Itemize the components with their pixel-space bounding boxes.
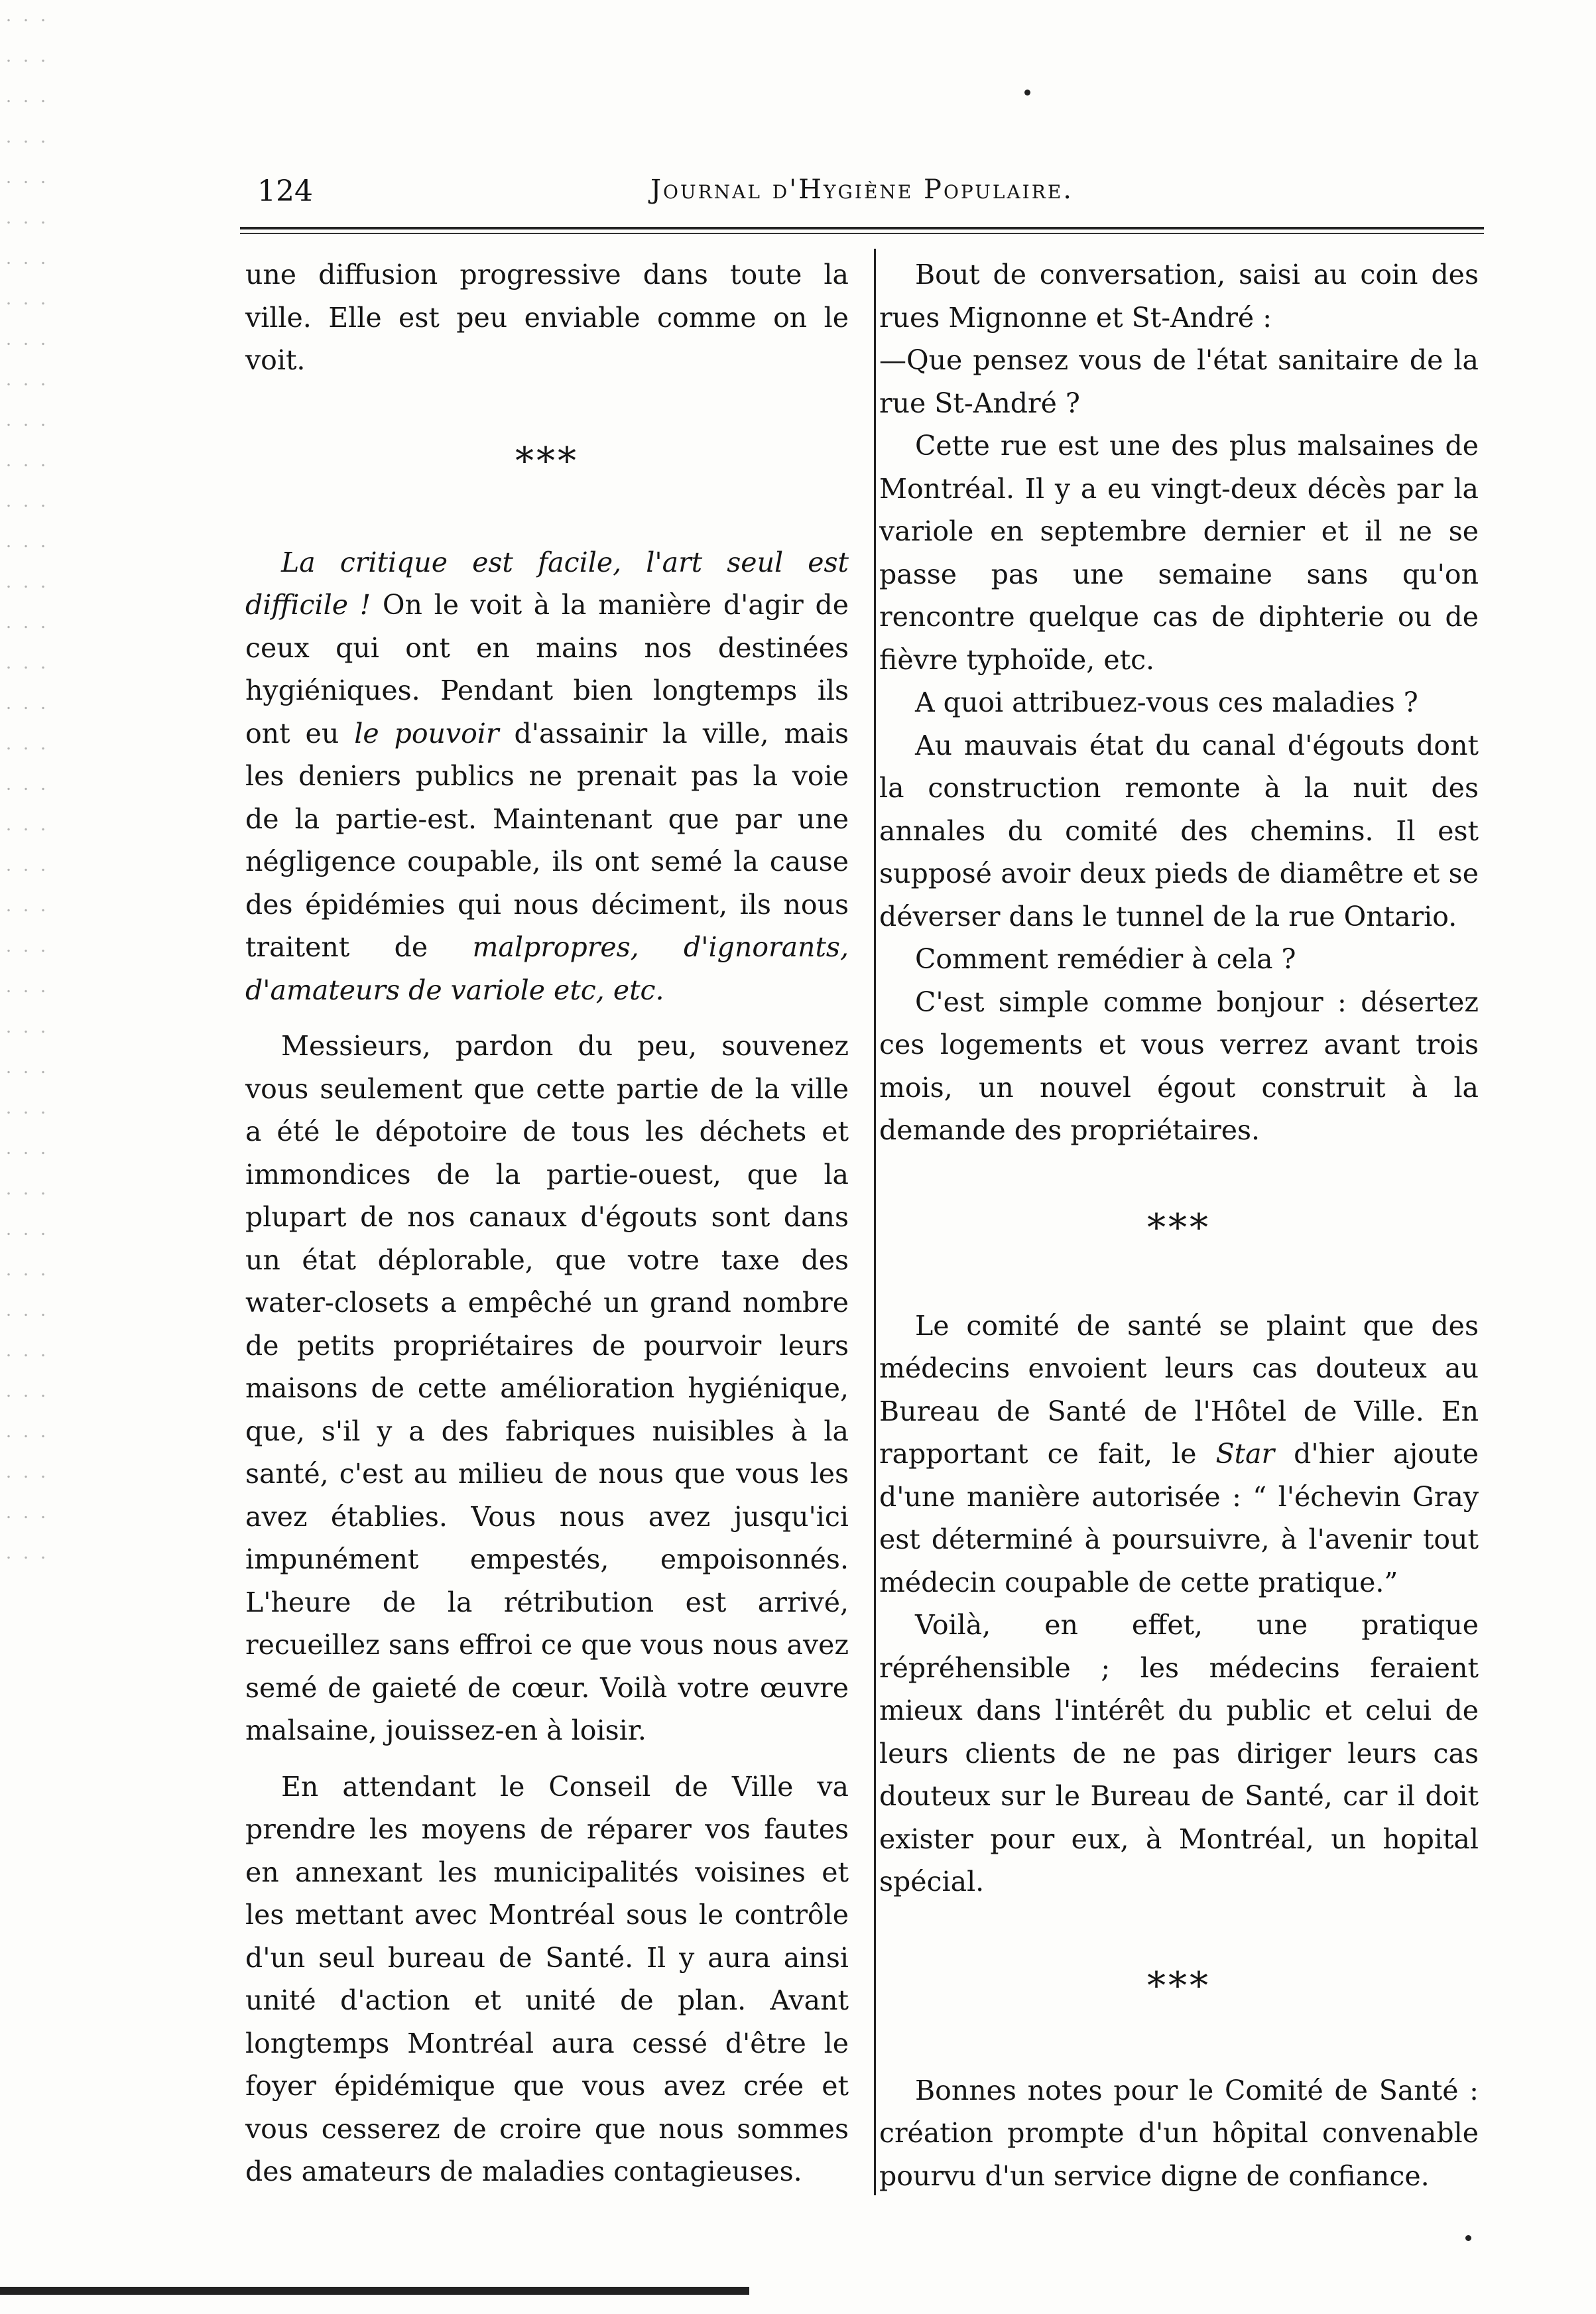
paragraph: En attendant le Conseil de Ville va prendre les moyens de réparer vos fautes en annexant les municipalités voisines et les mettant avec Montréal sous le contrôle d'un seul bureau de Santé. Il y aura ainsi unité d'action et unité de plan. Avant longtemps Montréal aura cessé d'être le foyer épidémique que vous avez crée et vous cesserez de croire que nous sommes des amateurs de maladies contagieuses. xyxy=(245,1770,849,2187)
paragraph: Messieurs, pardon du peu, souvenez vous seulement que cette partie de la ville a été le dépotoire de tous les déchets et immondices de la partie-ouest, que la plupart de nos canaux d'égouts sont dans un état déplorable, que votre taxe des water-closets a empêché un grand nombre de petits propriétaires de pourvoir leurs maisons de cette amélioration hygiénique, que, s'il y a des fabriques nuisibles à la santé, c'est au milieu de nous que vous les avez établies. Vous nous avez jusqu'ici impunément empestés, empoisonnés. L'heure de la rétribution est arrivé, recueillez sans effroi ce que vous nous avez semé de gaieté de cœur. Voilà votre œuvre malsaine, jouissez-en à loisir. xyxy=(245,1030,849,1746)
paragraph: Cette rue est une des plus malsaines de Montréal. Il y a eu vingt-deux décès par la variole en septembre dernier et il ne se passe pas une semaine sans qu'on rencontre quelque cas de diphterie ou de fièvre typhoïde, etc. xyxy=(879,430,1479,676)
page-header xyxy=(239,169,1485,222)
header-rule-thin xyxy=(240,233,1484,234)
italic-phrase: le pouvoir xyxy=(354,717,499,749)
left-column xyxy=(245,253,849,2193)
margin-specks xyxy=(0,0,46,1592)
column-divider xyxy=(874,249,876,2195)
paragraph: Le comité de santé se plaint que des médecins envoient leurs cas douteux au Bureau de Santé de l'Hôtel de Ville. En rapportant ce fait, le Star d'hier ajoute d'une manière autorisée : “ l'échevin Gray est déterminé à poursuivre, à l'avenir tout médecin coupable de cette pratique.” xyxy=(879,1309,1479,1598)
italic-phrase: Star xyxy=(1215,1438,1275,1470)
italic-phrase: malpropres, d'ignorants, d'amateurs de variole etc, etc. xyxy=(245,931,849,1006)
bottom-rule xyxy=(0,2287,749,2295)
paragraph: A quoi attribuez-vous ces maladies ? xyxy=(915,686,1418,718)
section-separator: *** xyxy=(1147,1964,1211,2008)
ink-speck xyxy=(1465,2235,1471,2241)
section-separator: *** xyxy=(1147,1206,1211,1250)
paragraph: Bout de conversation, saisi au coin des rues Mignonne et St-André : xyxy=(879,259,1479,334)
paragraph: La critique est facile, l'art seul est difficile ! On le voit à la manière d'agir de ceux qui ont en mains nos destinées hygiéniques. Pendant bien longtemps ils ont eu le pouvoir d'assainir la ville, mais les deniers publics ne prenait pas la voie de la partie-est. Maintenant que par une négligence coupable, ils ont semé la cause des épidémies qui nous déciment, ils nous traitent de malpropres, d'ignorants, d'amateurs de variole etc, etc. xyxy=(245,546,849,1006)
paragraph: une diffusion progressive dans toute la ville. Elle est peu enviable comme on le voit. xyxy=(245,259,849,376)
paragraph: —Que pensez vous de l'état sanitaire de la rue St-André ? xyxy=(879,344,1479,419)
section-separator: *** xyxy=(515,440,579,483)
paragraph: Au mauvais état du canal d'égouts dont la construction remonte à la nuit des annales du comité des chemins. Il est supposé avoir deux pieds de diamêtre et se déverser dans le tunnel de la rue Ontario. xyxy=(879,729,1479,932)
right-column xyxy=(879,253,1479,2197)
italic-phrase: La critique est facile, l'art seul est difficile ! xyxy=(245,546,849,621)
paragraph: C'est simple comme bonjour : désertez ces logements et vous verrez avant trois mois, un nouvel égout construit à la demande des propriétaires. xyxy=(879,986,1479,1146)
paragraph: Bonnes notes pour le Comité de Santé : création prompte d'un hôpital convenable pourvu d'un service digne de confiance. xyxy=(879,2074,1479,2192)
paragraph: Comment remédier à cela ? xyxy=(915,943,1296,975)
page-number: 124 xyxy=(257,174,313,208)
paragraph: Voilà, en effet, une pratique répréhensible ; les médecins feraient mieux dans l'intérêt du public et celui de leurs clients de ne pas diriger leurs cas douteux sur le Bureau de Santé, car il doit exister pour eux, à Montréal, un hopital spécial. xyxy=(879,1609,1479,1897)
ink-speck xyxy=(1024,90,1030,96)
header-rule xyxy=(240,227,1484,229)
running-title: Journal d'Hygiène Populaire. xyxy=(650,174,1074,205)
